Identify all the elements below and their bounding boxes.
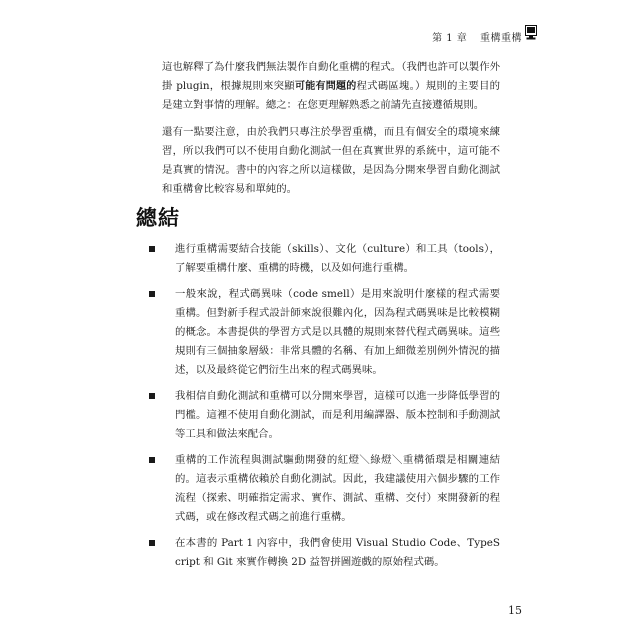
monitor-icon: [525, 25, 537, 40]
square-bullet-icon: [149, 291, 155, 297]
square-bullet-icon: [149, 540, 155, 546]
list-item-text: 在本書的 Part 1 內容中，我們會使用 Visual Studio Code、TypeScript 和 Git 來實作轉換 2D 益智拼圖遊戲的原始程式碼。: [175, 537, 500, 568]
intro-paragraph-1-start: 這也解釋了為什麼我們無法製作自動化重構的程式。（我們也許可以製作外掛 plugin，根據規則來突顯: [162, 61, 500, 92]
list-item: [147, 451, 500, 527]
list-item: [147, 240, 500, 278]
section-heading: 總結: [136, 206, 180, 230]
list-item: [147, 534, 500, 572]
intro-paragraph-1: [162, 58, 500, 115]
page-number: 15: [508, 604, 522, 617]
chapter-title: 重構重構: [480, 33, 522, 44]
list-item: [147, 387, 500, 444]
intro-paragraph-1-end: 程式碼區塊。）規則的主要目的是建立對事情的理解。總之：在您更理解熟悉之前請先直接遵循規則。: [162, 80, 500, 111]
intro-paragraph-2: 還有一點要注意，由於我們只專注於學習重構，而且有個安全的環境來練習，所以我們可以不使用自動化測試一但在真實世界的系統中，這可能不是真實的情況。書中的內容之所以這樣做，是因為分開來學習自動化測試和重構會比較容易和單純的。: [162, 126, 500, 195]
square-bullet-icon: [149, 246, 155, 252]
intro-paragraph-1-emphasis: 可能有問題的: [294, 81, 357, 92]
chapter-label: 第 1 章: [432, 33, 468, 44]
intro-text: [162, 58, 500, 199]
list-item-text: 進行重構需要結合技能（skills）、文化（culture）和工具（tools），了解要重構什麼、重構的時機，以及如何進行重構。: [175, 243, 500, 274]
running-head: [432, 29, 522, 44]
square-bullet-icon: [149, 457, 155, 463]
summary-list: [147, 240, 500, 572]
list-item-text: 我相信自動化測試和重構可以分開來學習，這樣可以進一步降低學習的門檻。這裡不使用自動化測試，而是利用編譯器、版本控制和手動測試等工具和做法來配合。: [175, 390, 500, 440]
list-item-text: 重構的工作流程與測試驅動開發的紅燈＼綠燈＼重構循環是相關連結的。這表示重構依賴於自動化測試。因此，我建議使用六個步驟的工作流程（探索、明確指定需求、實作、測試、重構、交付）來開發新的程式碼，或在修改程式碼之前進行重構。: [175, 454, 500, 523]
square-bullet-icon: [149, 393, 155, 399]
list-item-text: 一般來說，程式碼異味（code smell）是用來說明什麼樣的程式需要重構。但對新手程式設計師來說很難內化，因為程式碼異味是比較模糊的概念。本書提供的學習方式是以具體的規則來替代程式碼異味。這些規則有三個抽象層級：非常具體的名稱、有加上細微差別例外情況的描述，以及最終從它們衍生出來的程式碼異味。: [175, 288, 500, 376]
list-item: [147, 285, 500, 380]
